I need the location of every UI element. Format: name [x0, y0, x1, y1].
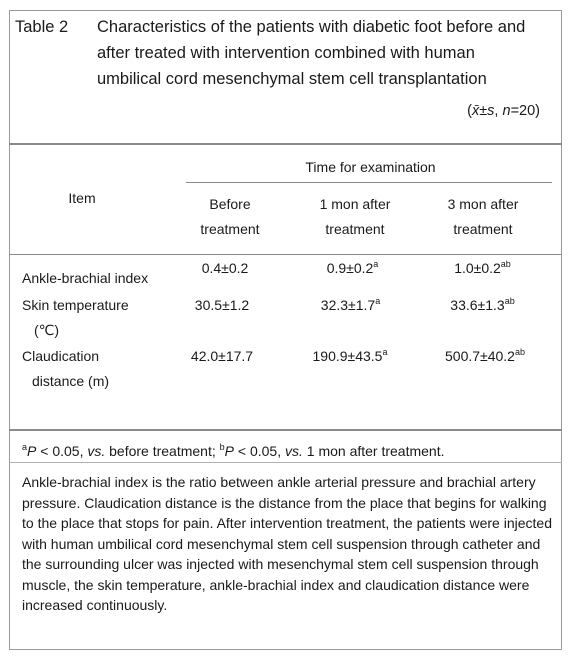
table-footnote: $^a$P < 0.05, vs. before treatment; $^b$P < 0.05, vs. 1 mon after treatment.	[22, 442, 445, 459]
row3-1mon: 190.9±43.5$^a$	[312, 347, 388, 364]
row-label-skin-temperature: Skin temperature (℃)	[22, 297, 129, 338]
bottom-rule	[9, 429, 562, 431]
table-number: Table 2	[15, 18, 69, 36]
row-label-claudication-distance: Claudication distance (m)	[22, 348, 110, 389]
table-title: Characteristics of the patients with diabetic foot before and after treated with intervention combined with human umbilical cord mesenchymal stem cell transplantation	[97, 18, 526, 88]
table-statistic: (x̄±s, n=20)	[467, 103, 540, 119]
row1-3mon: 1.0±0.2$^{ab}$	[454, 259, 511, 276]
row2-before: 30.5±1.2	[194, 297, 250, 313]
row3-before: 42.0±17.7	[190, 348, 254, 364]
group-rule	[186, 182, 552, 183]
header-item: Item	[68, 190, 96, 206]
table-note: Ankle-brachial index is the ratio between ankle arterial pressure and brachial artery pressure. Claudication distance is the distance from the place that begins for walking to the place that stops for pain. After intervention treatment, the patients were injected with human umbilical cord mesenchymal stem cell suspension through catheter and the surrounding ulcer was injected with mesenchymal stem cell suspension through muscle, the skin temperature, ankle-brachial index and claudication distance were increased continuously.	[22, 474, 552, 613]
header-col-before: Before treatment	[200, 196, 260, 237]
row1-1mon: 0.9±0.2$^a$	[326, 259, 379, 276]
header-group: Time for examination	[305, 159, 436, 175]
row2-3mon: 33.6±1.3$^{ab}$	[450, 296, 515, 313]
header-col-1mon: 1 mon after treatment	[319, 196, 391, 237]
top-rule	[9, 143, 562, 145]
header-col-3mon: 3 mon after treatment	[447, 196, 519, 237]
header-rule	[9, 254, 562, 255]
row2-1mon: 32.3±1.7$^a$	[320, 296, 381, 313]
row-label-ankle-brachial-index: Ankle-brachial index	[22, 270, 149, 286]
footnote-rule	[9, 462, 562, 463]
row3-3mon: 500.7±40.2$^{ab}$	[445, 347, 525, 364]
row1-before: 0.4±0.2	[201, 260, 249, 276]
